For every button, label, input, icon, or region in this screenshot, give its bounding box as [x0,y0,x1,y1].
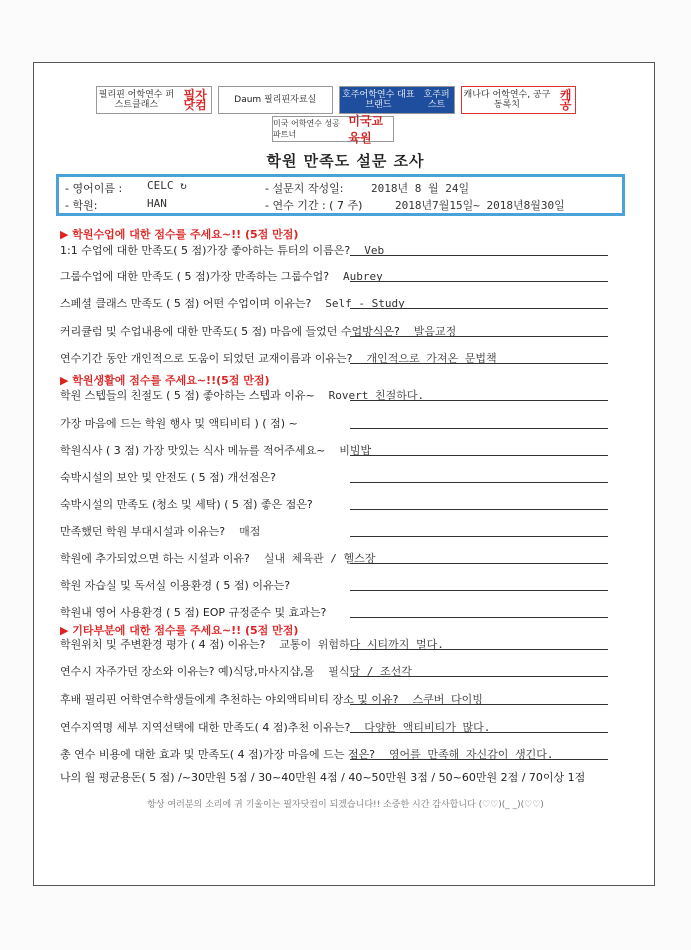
answer-line [350,363,608,364]
question-row [60,523,260,539]
answer-line [350,482,608,483]
school-label: - 학원: [65,199,98,212]
section-life: ▶ 학원생활에 점수를 주세요~!!(5점 만점) [60,374,270,387]
answer-text: Veb [364,244,385,257]
question-row [60,469,290,485]
question-text: 총 연수 비용에 대한 효과 및 만족도( 4 점)가장 마음에 드는 점은? [60,748,375,761]
philja-logo: 필리핀 어학연수 퍼스트클래스 필자닷컴 [96,86,212,114]
canada-logo: 캐나다 어학연수, 공구동록치 캐공 [461,86,577,114]
question-row [60,550,375,566]
allowance-question: 나의 월 평균용돈( 5 점) /~30만원 5점 / 30~40만원 4점 / 40~50만원 3점 / 50~60만원 2점 / 70이상 1점 [60,771,586,784]
question-text: 스페셜 클래스 만족도 ( 5 점) 어떤 수업이며 이유는? [60,297,312,310]
question-text: 연수기간 동안 개인적으로 도움이 되었던 교재이름과 이유는? [60,352,353,365]
answer-line [350,400,608,401]
answer-line [350,336,608,337]
answer-text: 필식당 / 조선각 [328,665,412,678]
answer-line [350,732,608,733]
answer-text: Aubrey [343,270,383,283]
date-value: 2018년 8 월 24일 [371,182,470,195]
question-row [60,242,384,258]
name-label: - 영어이름 : [65,182,123,195]
answer-line [350,536,608,537]
answer-text: 다양한 액티비티가 많다. [364,721,491,734]
answer-text: Rovert 친절하다. [328,389,425,402]
question-text: 숙박시설의 만족도 (청소 및 세탁) ( 5 점) 좋은 점은? [60,498,313,511]
hoju-logo: 호주어학연수 대표브랜드 호주퍼스트 [339,86,455,114]
answer-text: 스쿠버 다이빙 [412,693,483,706]
question-text: 숙박시설의 보안 및 안전도 ( 5 점) 개선점은? [60,471,276,484]
answer-text: Self - Study [325,297,405,310]
usa-logo: 미국 어학연수 성공파트너 미국교육원 [272,116,394,142]
question-text: 만족했던 학원 부대시설과 이유는? [60,525,226,538]
period-value: 2018년7월15일~ 2018년8월30일 [395,199,565,212]
question-row [60,496,327,512]
answer-line [350,455,608,456]
logo-banner [96,86,576,114]
footer-message: 항상 여러분의 소리에 귀 기울이는 필자닷컴이 되겠습니다!! 소중한 시간 감사합니다 (♡♡)(_ _)(♡♡) [147,800,544,810]
answer-text: 실내 체육관 / 헬스장 [263,552,376,565]
answer-line [350,428,608,429]
answer-line [350,590,608,591]
answer-text: 매점 [239,525,261,538]
answer-line [350,759,608,760]
question-text: 학원 스텝들의 친절도 ( 5 점) 좋아하는 스텝과 이유~ [60,389,315,402]
answer-line [350,704,608,705]
answer-line [350,308,608,309]
school-value: HAN [147,197,167,210]
question-text: 학원위치 및 주변환경 평가 ( 4 점) 이유는? [60,638,266,651]
answer-text: 영어를 만족해 자신감이 생긴다. [388,748,554,761]
question-row [60,577,304,593]
question-row [60,604,340,620]
question-text: 연수시 자주가던 장소와 이유는? 예)식당,마사지샵,몰 [60,665,315,678]
question-text: 학원식사 ( 3 점) 가장 맛있는 식사 메뉴를 적어주세요~ [60,444,326,457]
section-class: ▶ 학원수업에 대한 점수를 주세요~!! (5점 만점) [60,228,299,241]
question-text: 학원내 영어 사용환경 ( 5 점) EOP 규정준수 및 효과는? [60,606,327,619]
question-text: 가장 마음에 드는 학원 행사 및 액티비티 ) ( 점) ~ [60,417,298,430]
answer-line [350,563,608,564]
answer-line [350,509,608,510]
info-box [56,174,625,216]
answer-line [350,281,608,282]
question-row [60,415,312,431]
question-row [60,268,383,284]
answer-text: 발음교정 [413,325,457,338]
answer-text: 비빔밥 [339,444,372,457]
question-text: 학원 자습실 및 독서실 이용환경 ( 5 점) 이유는? [60,579,291,592]
answer-text: 개인적으로 가져온 문법책 [366,352,497,365]
daum-logo: Daum 필리핀자료실 [218,86,334,114]
answer-text: 교통이 위험하다 시티까지 멀다. [279,638,444,651]
answer-line [350,676,608,677]
answer-line [350,255,608,256]
period-label: - 연수 기간 : ( 7 주) [265,199,363,212]
question-text: 후배 필리핀 어학연수학생들에게 추천하는 야외액티비티 장소 및 이유? [60,693,399,706]
date-label: - 설문지 작성일: [265,182,344,195]
question-text: 1:1 수업에 대한 만족도( 5 점)가장 좋아하는 튜터의 이름은? [60,244,351,257]
question-text: 학원에 추가되었으면 하는 시설과 이유? [60,552,250,565]
section-other: ▶ 기타부분에 대한 점수를 주세요~!! (5점 만점) [60,624,299,637]
answer-line [350,649,608,650]
question-text: 연수지역명 세부 지역선택에 대한 만족도( 4 점)추천 이유는? [60,721,351,734]
question-text: 커리큘럼 및 수업내용에 대한 만족도( 5 점) 마음에 들었던 수업방식은? [60,325,400,338]
name-value: CELC ↻ [147,179,187,192]
question-text: 그룹수업에 대한 만족도 ( 5 점)가장 만족하는 그룹수업? [60,270,330,283]
answer-line [350,617,608,618]
question-row [60,442,371,458]
page-title: 학원 만족도 설문 조사 [266,152,425,170]
